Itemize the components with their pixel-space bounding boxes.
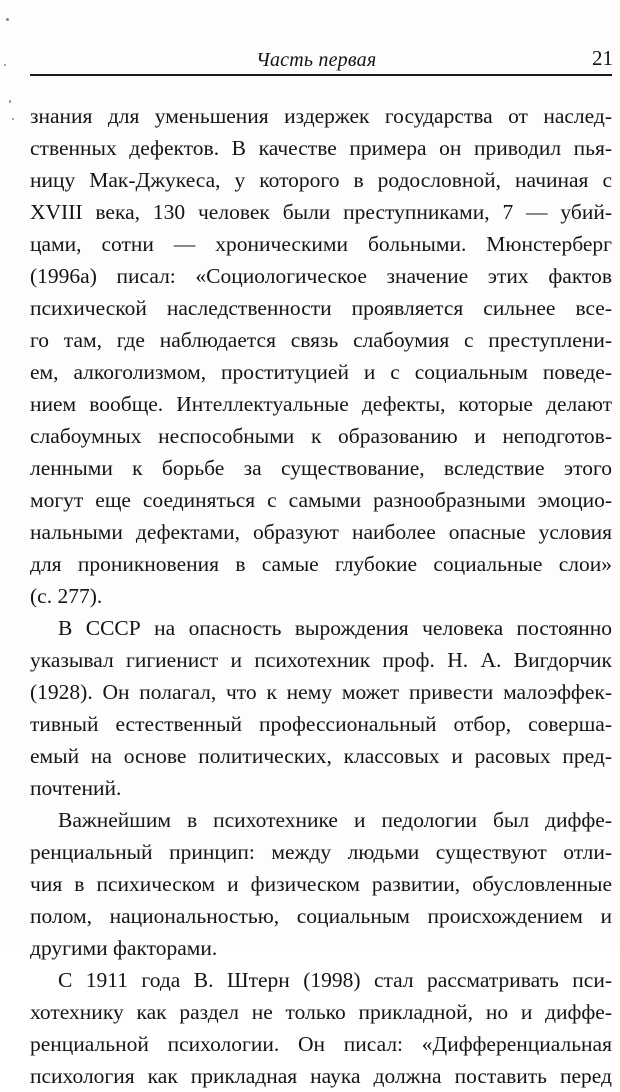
scan-speck — [9, 100, 11, 103]
text-line: могут еще соединяться с самыми разнообразными эмоцио- — [30, 488, 612, 512]
paragraph — [30, 612, 612, 804]
scan-speck — [12, 118, 14, 120]
text-line: го там, где наблюдается связь слабоумия с преступлени- — [30, 328, 612, 352]
text-line: емый на основе политических, классовых и расовых пред- — [30, 744, 612, 768]
text-line: почтений. — [30, 776, 122, 800]
paragraph — [30, 964, 612, 1092]
text-line: ственных дефектов. В качестве примера он приводил пья- — [30, 136, 612, 160]
running-header — [30, 44, 612, 78]
text-line: хотехнику как раздел не только прикладной, но и диффе- — [30, 1000, 612, 1024]
paragraph — [30, 804, 612, 964]
text-line: ренциальный принцип: между людьми существуют отли- — [30, 840, 612, 864]
text-line: С 1911 года В. Штерн (1998) стал рассматривать пси- — [58, 968, 612, 992]
text-line: психической наследственности проявляется сильнее все- — [30, 296, 612, 320]
text-line: (с. 277). — [30, 584, 103, 608]
text-line: ленными к борьбе за существование, вследствие этого — [30, 456, 612, 480]
text-line: психология как прикладная наука должна поставить перед — [30, 1064, 612, 1088]
text-line: XVIII века, 130 человек были преступниками, 7 — убий- — [30, 200, 612, 224]
text-line: тивный естественный профессиональный отбор, соверша- — [30, 712, 612, 736]
text-line: ницу Мак-Джукеса, у которого в родословной, начиная с — [30, 168, 612, 192]
body-text — [30, 100, 612, 1092]
scan-speck — [4, 64, 6, 66]
text-line: ренциальной психологии. Он писал: «Дифференциальная — [30, 1032, 612, 1056]
text-line: (1928). Он полагал, что к нему может привести малоэффек- — [30, 680, 612, 704]
text-line: указывал гигиенист и психотехник проф. Н. А. Вигдорчик — [30, 648, 612, 672]
running-header-title: Часть первая — [256, 49, 377, 71]
text-line: другими факторами. — [30, 936, 218, 960]
text-line: знания для уменьшения издержек государства от наслед- — [30, 104, 612, 128]
text-line: ем, алкоголизмом, проституцией и с социальным поведе- — [30, 360, 612, 384]
text-line: Важнейшим в психотехнике и педологии был диффе- — [58, 808, 612, 832]
text-line: для проникновения в самые глубокие социальные слои» — [30, 552, 612, 576]
text-line: В СССР на опасность вырождения человека постоянно — [58, 616, 612, 640]
header-rule — [30, 74, 612, 76]
text-line: (1996а) писал: «Социологическое значение этих фактов — [30, 264, 612, 288]
paragraph — [30, 100, 612, 612]
text-line: чия в психическом и физическом развитии, обусловленные — [30, 872, 612, 896]
scan-speck — [6, 18, 9, 21]
page-number: 21 — [592, 46, 613, 70]
text-line: полом, национальностью, социальным происхождением и — [30, 904, 612, 928]
text-line: нальными дефектами, образуют наиболее опасные условия — [30, 520, 612, 544]
text-line: слабоумных неспособными к образованию и неподготов- — [30, 424, 612, 448]
text-line: цами, сотни — хроническими больными. Мюнстерберг — [30, 232, 612, 256]
text-line: нием вообще. Интеллектуальные дефекты, которые делают — [30, 392, 612, 416]
